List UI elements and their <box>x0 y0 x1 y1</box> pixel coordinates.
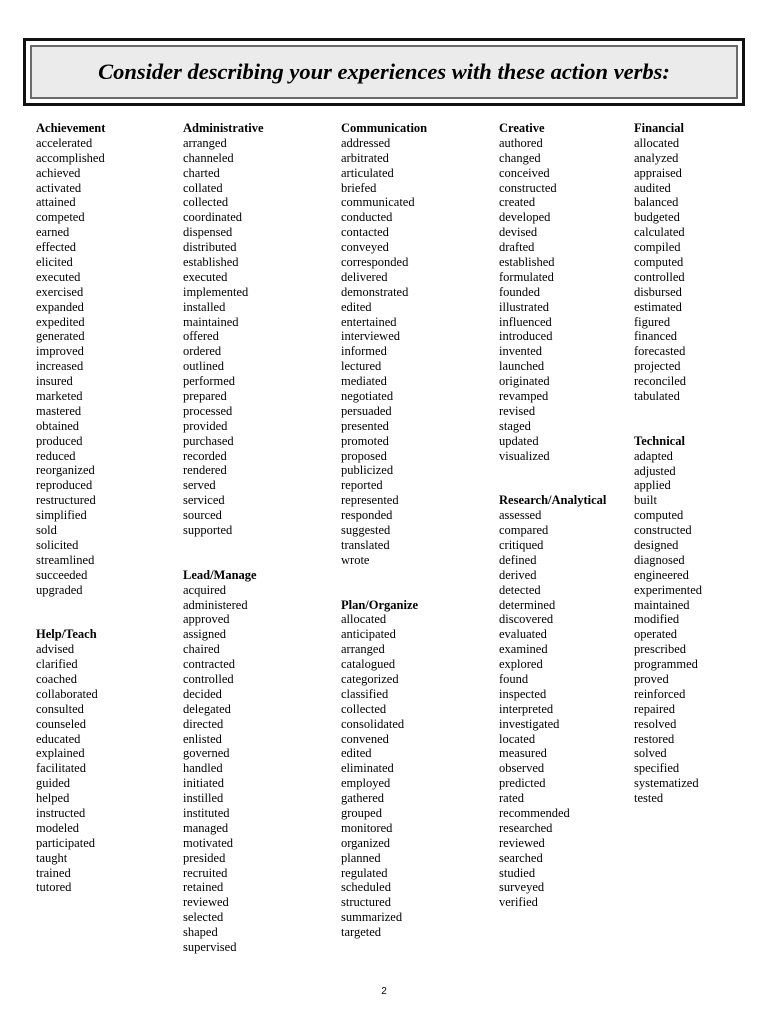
action-verb: modified <box>634 612 680 627</box>
action-verb: outlined <box>183 359 224 374</box>
action-verb: illustrated <box>499 299 549 314</box>
action-verb: critiqued <box>499 537 544 552</box>
action-verb: guided <box>36 776 71 791</box>
action-verb: dispensed <box>183 225 233 240</box>
action-verb: influenced <box>499 314 552 329</box>
action-verb: supported <box>183 523 233 538</box>
action-verb: briefed <box>341 180 377 195</box>
action-verb: succeeded <box>36 567 88 582</box>
action-verb: retained <box>183 880 224 895</box>
action-verb: arranged <box>341 642 385 657</box>
action-verb: established <box>499 255 555 270</box>
category-heading: Research/Analytical <box>499 493 607 508</box>
action-verb: estimated <box>634 299 682 314</box>
action-verb: grouped <box>341 805 382 820</box>
verb-column-3 <box>341 121 427 940</box>
action-verb: financed <box>634 329 678 344</box>
action-verb: performed <box>183 374 236 389</box>
category-heading: Communication <box>341 121 428 135</box>
action-verb: adjusted <box>634 463 676 478</box>
action-verb: introduced <box>499 329 553 344</box>
action-verb: gathered <box>341 791 385 806</box>
title-box <box>23 38 745 106</box>
action-verb: sourced <box>183 508 222 523</box>
action-verb: visualized <box>499 448 550 463</box>
action-verb: publicized <box>341 463 394 478</box>
action-verb: developed <box>499 210 551 225</box>
action-verb: served <box>183 478 216 493</box>
action-verb: decided <box>183 686 222 701</box>
action-verb: reorganized <box>36 463 95 478</box>
action-verb: addressed <box>341 135 391 150</box>
action-verb: appraised <box>634 165 682 180</box>
action-verb: directed <box>183 716 224 731</box>
action-verb: arranged <box>183 135 227 150</box>
action-verb: formulated <box>499 269 554 284</box>
action-verb: mastered <box>36 403 82 418</box>
category-heading: Administrative <box>183 121 264 135</box>
category-heading: Financial <box>634 121 685 135</box>
action-verb: helped <box>36 791 70 806</box>
category-heading: Help/Teach <box>36 627 97 642</box>
action-verb: proposed <box>341 448 387 463</box>
action-verb: controlled <box>634 269 685 284</box>
action-verb: offered <box>183 329 219 344</box>
group-spacer <box>341 568 427 598</box>
action-verb: allocated <box>634 135 680 150</box>
action-verb: presided <box>183 850 226 865</box>
action-verb: authored <box>499 135 543 150</box>
action-verb: solicited <box>36 537 79 552</box>
action-verb: catalogued <box>341 657 396 672</box>
action-verb: analyzed <box>634 150 679 165</box>
action-verb: structured <box>341 895 391 910</box>
action-verb: advised <box>36 642 75 657</box>
action-verb: reviewed <box>499 835 545 850</box>
action-verb: informed <box>341 344 387 359</box>
action-verb: executed <box>183 269 228 284</box>
action-verb: predicted <box>499 776 546 791</box>
action-verb: acquired <box>183 582 227 597</box>
action-verb: proved <box>634 671 669 686</box>
action-verb: simplified <box>36 508 87 523</box>
action-verb: mediated <box>341 374 387 389</box>
action-verb: obtained <box>36 418 80 433</box>
action-verb: instructed <box>36 805 86 820</box>
action-verb: forecasted <box>634 344 686 359</box>
action-verb: achieved <box>36 165 81 180</box>
action-verb: projected <box>634 359 681 374</box>
action-verb: systematized <box>634 776 699 791</box>
action-verb: represented <box>341 493 399 508</box>
action-verb: shaped <box>183 925 218 940</box>
action-verb: coordinated <box>183 210 243 225</box>
action-verb: modeled <box>36 820 80 835</box>
action-verb: reduced <box>36 448 76 463</box>
action-verb: conveyed <box>341 240 389 255</box>
action-verb: allocated <box>341 612 387 627</box>
action-verb: anticipated <box>341 627 396 642</box>
action-verb: measured <box>499 746 547 761</box>
action-verb: handled <box>183 761 223 776</box>
action-verb: motivated <box>183 835 233 850</box>
action-verb: disbursed <box>634 284 682 299</box>
action-verb: assigned <box>183 627 227 642</box>
action-verb: responded <box>341 508 393 523</box>
action-verb: rated <box>499 791 524 806</box>
action-verb: located <box>499 731 536 746</box>
action-verb: updated <box>499 433 539 448</box>
action-verb: chaired <box>183 642 220 657</box>
action-verb: derived <box>499 567 537 582</box>
action-verb: operated <box>634 627 678 642</box>
page-number: 2 <box>381 986 387 997</box>
action-verb: provided <box>183 418 228 433</box>
action-verb: consolidated <box>341 716 405 731</box>
action-verb: compiled <box>634 240 681 255</box>
title-inner-panel <box>30 45 738 99</box>
action-verb: tested <box>634 791 664 806</box>
verb-column-2 <box>183 121 264 955</box>
action-verb: found <box>499 671 529 686</box>
action-verb: drafted <box>499 240 535 255</box>
action-verb: recorded <box>183 448 227 463</box>
action-verb: accomplished <box>36 150 105 165</box>
verb-column-4 <box>499 121 606 910</box>
action-verb: interpreted <box>499 701 554 716</box>
action-verb: communicated <box>341 195 415 210</box>
action-verb: delegated <box>183 701 231 716</box>
group-spacer <box>499 463 606 493</box>
action-verb: researched <box>499 820 553 835</box>
action-verb: corresponded <box>341 255 409 270</box>
action-verb: explained <box>36 746 85 761</box>
action-verb: suggested <box>341 523 391 538</box>
action-verb: inspected <box>499 686 547 701</box>
action-verb: assessed <box>499 508 542 523</box>
action-verb: conceived <box>499 165 550 180</box>
action-verb: established <box>183 255 239 270</box>
action-verb: employed <box>341 776 391 791</box>
action-verb: launched <box>499 359 545 374</box>
action-verb: examined <box>499 642 548 657</box>
action-verb: targeted <box>341 925 382 940</box>
action-verb: collated <box>183 180 223 195</box>
action-verb: facilitated <box>36 761 86 776</box>
action-verb: reconciled <box>634 374 687 389</box>
action-verb: edited <box>341 299 372 314</box>
category-heading: Lead/Manage <box>183 567 257 582</box>
action-verb: reported <box>341 478 383 493</box>
action-verb: consulted <box>36 701 84 716</box>
action-verb: processed <box>183 403 233 418</box>
action-verb: insured <box>36 374 73 389</box>
action-verb: compared <box>499 523 549 538</box>
action-verb: verified <box>499 895 538 910</box>
action-verb: presented <box>341 418 389 433</box>
action-verb: implemented <box>183 284 249 299</box>
action-verb: instilled <box>183 791 224 806</box>
action-verb: restored <box>634 731 675 746</box>
action-verb: upgraded <box>36 582 83 597</box>
action-verb: governed <box>183 746 230 761</box>
action-verb: budgeted <box>634 210 680 225</box>
action-verb: recruited <box>183 865 228 880</box>
action-verb: edited <box>341 746 372 761</box>
verb-column-1 <box>36 121 105 895</box>
action-verb: clarified <box>36 657 78 672</box>
action-verb: defined <box>499 552 537 567</box>
action-verb: convened <box>341 731 389 746</box>
action-verb: applied <box>634 478 671 493</box>
action-verb: staged <box>499 418 531 433</box>
action-verb: engineered <box>634 567 689 582</box>
action-verb: designed <box>634 537 679 552</box>
action-verb: evaluated <box>499 627 547 642</box>
action-verb: collected <box>341 701 387 716</box>
action-verb: effected <box>36 240 77 255</box>
action-verb: eliminated <box>341 761 394 776</box>
action-verb: rendered <box>183 463 227 478</box>
action-verb: organized <box>341 835 391 850</box>
action-verb: collaborated <box>36 686 98 701</box>
action-verb: administered <box>183 597 248 612</box>
action-verb: installed <box>183 299 226 314</box>
action-verb: demonstrated <box>341 284 409 299</box>
action-verb: increased <box>36 359 84 374</box>
action-verb: planned <box>341 850 381 865</box>
action-verb: founded <box>499 284 540 299</box>
action-verb: reinforced <box>634 686 686 701</box>
action-verb: studied <box>499 865 536 880</box>
action-verb: constructed <box>634 523 692 538</box>
page-heading: Consider describing your experiences with these action verbs: <box>98 59 670 84</box>
action-verb: specified <box>634 761 680 776</box>
action-verb: contacted <box>341 225 389 240</box>
action-verb: built <box>634 493 657 508</box>
action-verb: computed <box>634 508 684 523</box>
action-verb: maintained <box>634 597 690 612</box>
action-verb: accelerated <box>36 135 93 150</box>
action-verb: summarized <box>341 910 403 925</box>
action-verb: resolved <box>634 716 677 731</box>
action-verb: promoted <box>341 433 389 448</box>
action-verb: audited <box>634 180 671 195</box>
action-verb: educated <box>36 731 81 746</box>
action-verb: adapted <box>634 448 673 463</box>
action-verb: managed <box>183 820 229 835</box>
action-verb: explored <box>499 657 543 672</box>
action-verb: ordered <box>183 344 222 359</box>
group-spacer <box>634 404 702 434</box>
action-verb: conducted <box>341 210 393 225</box>
verb-column-5 <box>634 121 702 806</box>
action-verb: purchased <box>183 433 234 448</box>
action-verb: generated <box>36 329 85 344</box>
action-verb: channeled <box>183 150 234 165</box>
action-verb: classified <box>341 686 389 701</box>
action-verb: devised <box>499 225 538 240</box>
action-verb: reproduced <box>36 478 93 493</box>
action-verb: tabulated <box>634 389 680 404</box>
action-verb: monitored <box>341 820 393 835</box>
action-verb: prepared <box>183 389 227 404</box>
action-verb: instituted <box>183 805 230 820</box>
action-verb: scheduled <box>341 880 391 895</box>
category-heading: Achievement <box>36 121 106 135</box>
action-verb: figured <box>634 314 671 329</box>
action-verb: controlled <box>183 671 234 686</box>
category-heading: Plan/Organize <box>341 597 419 612</box>
action-verb: streamlined <box>36 552 95 567</box>
action-verb: serviced <box>183 493 225 508</box>
action-verb: persuaded <box>341 403 392 418</box>
action-verb: charted <box>183 165 220 180</box>
action-verb: restructured <box>36 493 96 508</box>
action-verb: competed <box>36 210 85 225</box>
action-verb: attained <box>36 195 76 210</box>
action-verb: categorized <box>341 671 399 686</box>
action-verb: earned <box>36 225 70 240</box>
action-verb: activated <box>36 180 82 195</box>
action-verb: invented <box>499 344 543 359</box>
action-verb: determined <box>499 597 556 612</box>
action-verb: delivered <box>341 269 388 284</box>
action-verb: originated <box>499 374 550 389</box>
action-verb: experimented <box>634 582 703 597</box>
action-verb: entertained <box>341 314 397 329</box>
action-verb: reviewed <box>183 895 229 910</box>
action-verb: selected <box>183 910 224 925</box>
action-verb: trained <box>36 865 71 880</box>
action-verb: investigated <box>499 716 560 731</box>
category-heading: Creative <box>499 121 545 135</box>
action-verb: coached <box>36 671 77 686</box>
action-verb: discovered <box>499 612 554 627</box>
action-verb: expanded <box>36 299 84 314</box>
action-verb: regulated <box>341 865 388 880</box>
action-verb: collected <box>183 195 229 210</box>
action-verb: programmed <box>634 657 698 672</box>
action-verb: exercised <box>36 284 84 299</box>
action-verb: maintained <box>183 314 239 329</box>
action-verb: recommended <box>499 805 570 820</box>
action-verb: diagnosed <box>634 552 685 567</box>
action-verb: searched <box>499 850 543 865</box>
action-verb: translated <box>341 537 390 552</box>
action-verb: supervised <box>183 940 237 954</box>
action-verb: executed <box>36 269 81 284</box>
action-verb: revised <box>499 403 536 418</box>
action-verb: computed <box>634 255 684 270</box>
action-verb: balanced <box>634 195 679 210</box>
action-verb: sold <box>36 523 57 538</box>
action-verb: taught <box>36 850 68 865</box>
action-verb: constructed <box>499 180 557 195</box>
action-verb: wrote <box>341 552 370 567</box>
action-verb: expedited <box>36 314 85 329</box>
action-verb: changed <box>499 150 541 165</box>
category-heading: Technical <box>634 433 685 448</box>
action-verb: distributed <box>183 240 237 255</box>
action-verb: produced <box>36 433 83 448</box>
action-verb: participated <box>36 835 95 850</box>
action-verb: interviewed <box>341 329 401 344</box>
action-verb: surveyed <box>499 880 545 895</box>
action-verb: articulated <box>341 165 394 180</box>
action-verb: calculated <box>634 225 685 240</box>
action-verb: observed <box>499 761 545 776</box>
action-verb: negotiated <box>341 389 394 404</box>
action-verb: lectured <box>341 359 382 374</box>
action-verb: prescribed <box>634 642 687 657</box>
action-verb: repaired <box>634 701 675 716</box>
action-verb: created <box>499 195 536 210</box>
action-verb: detected <box>499 582 541 597</box>
action-verb: solved <box>634 746 667 761</box>
action-verb: approved <box>183 612 230 627</box>
action-verb: elicited <box>36 255 73 270</box>
action-verb: revamped <box>499 389 549 404</box>
action-verb: contracted <box>183 657 236 672</box>
group-spacer <box>183 538 264 568</box>
action-verb: marketed <box>36 389 83 404</box>
action-verb: improved <box>36 344 84 359</box>
action-verb: tutored <box>36 880 72 895</box>
action-verb: arbitrated <box>341 150 389 165</box>
action-verb: enlisted <box>183 731 222 746</box>
action-verb: initiated <box>183 776 224 791</box>
group-spacer <box>36 598 105 628</box>
action-verb: counseled <box>36 716 86 731</box>
